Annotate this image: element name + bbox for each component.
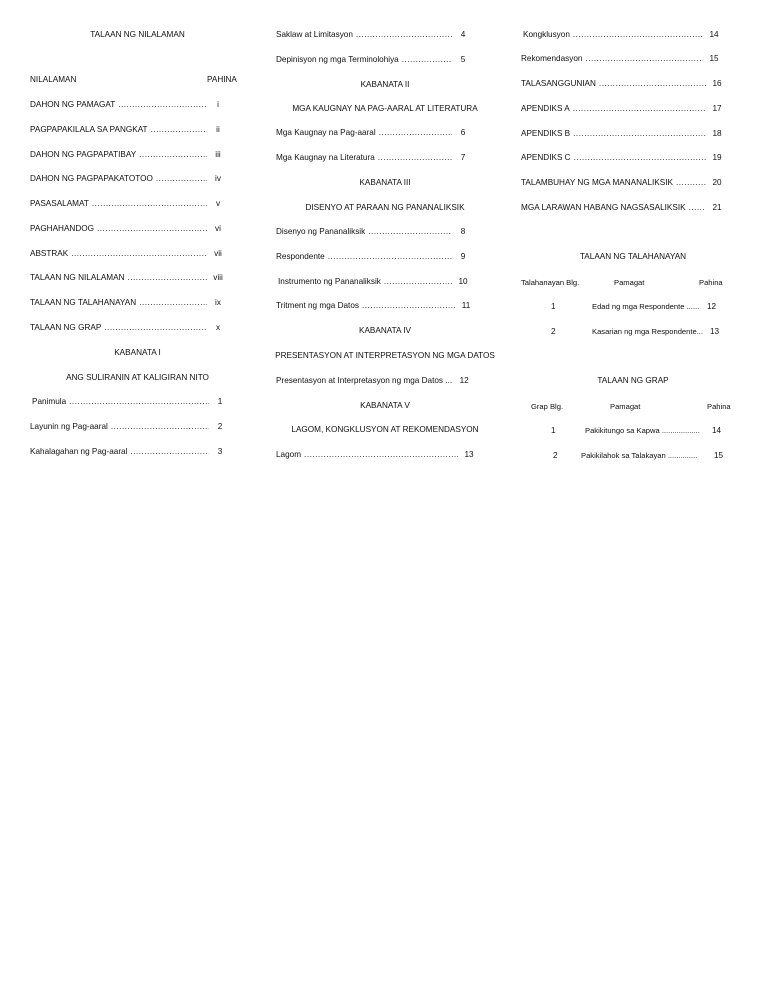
toc-entry: TALASANGGUNIAN ..... 16 [521,79,724,88]
toc-entry: TALAAN NG GRAP ..... x [30,323,225,332]
toc-entry: PAGHAHANDOG ..... vi [30,224,225,233]
toc-entry: APENDIKS B ..... 18 [521,129,724,138]
graphs-col-page: Pahina [707,402,731,411]
chapter-title: LAGOM, KONGKLUSYON AT REKOMENDASYON [291,425,479,434]
chapter-title: DISENYO AT PARAAN NG PANANALIKSIK [305,203,465,212]
chapter-heading: KABANATA IV [358,326,412,335]
toc-entry: Kahalagahan ng Pag-aaral ..... 3 [30,447,227,456]
graphs-col-title: Pamagat [610,402,641,411]
chapter-title: ANG SULIRANIN AT KALIGIRAN NITO [66,373,209,382]
graphs-col-number: Grap Blg. [531,402,564,411]
toc-title: TALAAN NG NILALAMAN [90,30,185,39]
toc-entry: TALAMBUHAY NG MGA MANANALIKSIK ..... 20 [521,178,724,187]
toc-entry: Depinisyon ng mga Terminolohiya ..... 5 [276,55,470,64]
toc-entry: PASASALAMAT ..... v [30,199,225,208]
tables-col-page: Pahina [699,278,723,287]
toc-entry: DAHON NG PAMAGAT ..... i [30,100,225,109]
toc-entry: PAGPAPAKILALA SA PANGKAT ..... ii [30,125,225,134]
toc-entry: DAHON NG PAGPAPATIBAY ..... iii [30,150,225,159]
toc-entry: APENDIKS C ..... 19 [521,153,724,162]
toc-entry: Mga Kaugnay na Pag-aaral ..... 6 [276,128,470,137]
chapter-heading: KABANATA I [114,348,161,357]
toc-entry: Tritment ng mga Datos ..... 11 [276,301,473,310]
toc-entry: Disenyo ng Pananaliksik ..... 8 [276,227,470,236]
chapter-title: MGA KAUGNAY NA PAG-AARAL AT LITERATURA [292,104,478,113]
chapter-heading: KABANATA II [360,80,410,89]
toc-entry: ABSTRAK ..... vii [30,249,225,258]
toc-entry: Kongklusyon ..... 14 [523,30,721,39]
toc-entry: TALAAN NG NILALAMAN ..... viii [30,273,225,282]
toc-entry: Panimula ..... 1 [32,397,227,406]
chapter-title: PRESENTASYON AT INTERPRETASYON NG MGA DATOS [275,351,495,360]
tables-col-title: Pamagat [614,278,645,287]
toc-entry: MGA LARAWAN HABANG NAGSASALIKSIK ..... 21 [521,203,724,212]
chapter-heading: KABANATA V [360,401,410,410]
toc-entry: APENDIKS A ..... 17 [521,104,724,113]
toc-entry: Rekomendasyon ..... 15 [521,54,721,63]
toc-entry: Mga Kaugnay na Literatura ..... 7 [276,153,470,162]
graphs-list-title: TALAAN NG GRAP [597,376,669,385]
toc-entry: Layunin ng Pag-aaral ..... 2 [30,422,227,431]
toc-entry: Presentasyon at Interpretasyon ng mga Datos ... 12 [276,376,469,385]
tables-col-number: Talahanayan Blg. [521,278,580,287]
tables-list-title: TALAAN NG TALAHANAYAN [579,252,687,261]
toc-entry: TALAAN NG TALAHANAYAN ..... ix [30,298,225,307]
toc-head-left: NILALAMAN [30,75,77,84]
toc-entry: Instrumento ng Pananaliksik ..... 10 [278,277,470,286]
toc-entry: DAHON NG PAGPAPAKATOTOO ..... iv [30,174,225,183]
toc-head-right: PAHINA [207,75,237,84]
toc-entry: Respondente ..... 9 [276,252,470,261]
chapter-heading: KABANATA III [359,178,411,187]
toc-entry: Saklaw at Limitasyon ..... 4 [276,30,470,39]
toc-entry: Lagom ..... 13 [276,450,476,459]
